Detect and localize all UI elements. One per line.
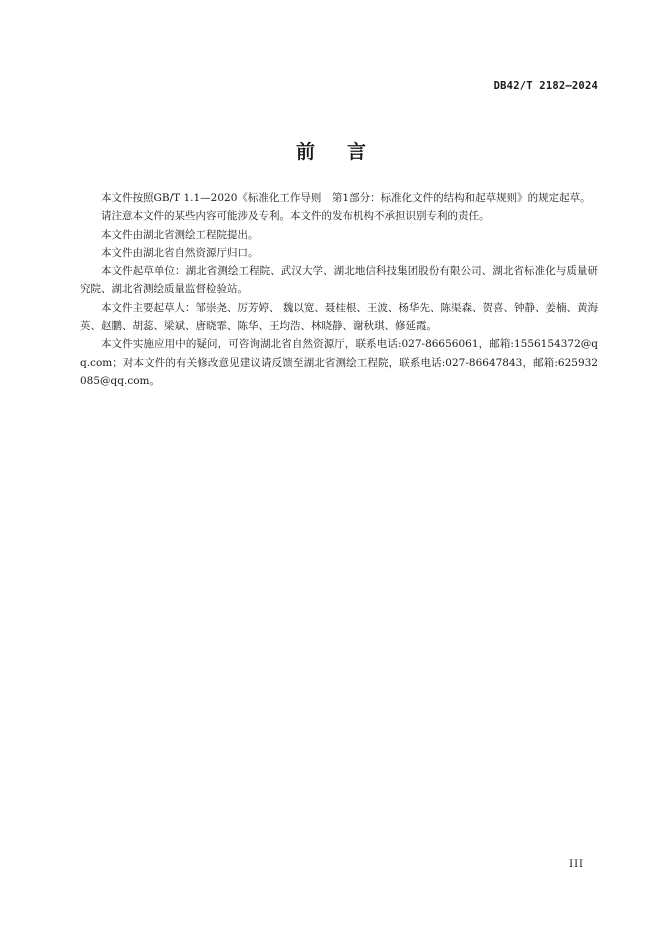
standard-code: DB42/T 2182—2024 [493, 80, 598, 92]
paragraph-proposer: 本文件由湖北省测绘工程院提出。 [101, 228, 259, 241]
paragraph-drafting-units: 本文件起草单位：湖北省测绘工程院、武汉大学、湖北地信科技集团股份有限公司、湖北省标准化与质量研究院、湖北省测绘质量监督检验站。 [80, 265, 598, 296]
paragraph-administrator: 本文件由湖北省自然资源厅归口。 [101, 246, 259, 259]
foreword-body [80, 189, 598, 390]
title-char-2: 言 [347, 141, 367, 163]
title-char-1: 前 [295, 141, 315, 163]
page-number: III [569, 859, 584, 870]
paragraph-drafters: 本文件主要起草人：邹崇尧、厉芳婷、 魏以宽、聂桂根、王波、杨华先、陈渠森、贺喜、钟静、姜楠、黄海英、赵鹏、胡蕊、梁斌、唐晓霏、陈华、王均浩、林晓静、谢秋琪、修延霞。 [80, 301, 598, 333]
paragraph-drafting-basis: 本文件按照GB/T 1.1—2020《标准化工作导则 第1部分：标准化文件的结构和起草规则》的规定起草。 [101, 192, 591, 204]
paragraph-contact-info: 本文件实施应用中的疑问，可咨询湖北省自然资源厅，联系电话:027-86656061，邮箱:1556154372@qq.com；对本文件的有关修改意见建议请反馈至湖北省测绘工程院，联系电话:027-86647843，邮箱:625932085@qq.com。 [80, 338, 598, 387]
page-title [0, 137, 662, 164]
paragraph-patent-notice: 请注意本文件的某些内容可能涉及专利。本文件的发布机构不承担识别专利的责任。 [101, 210, 490, 223]
